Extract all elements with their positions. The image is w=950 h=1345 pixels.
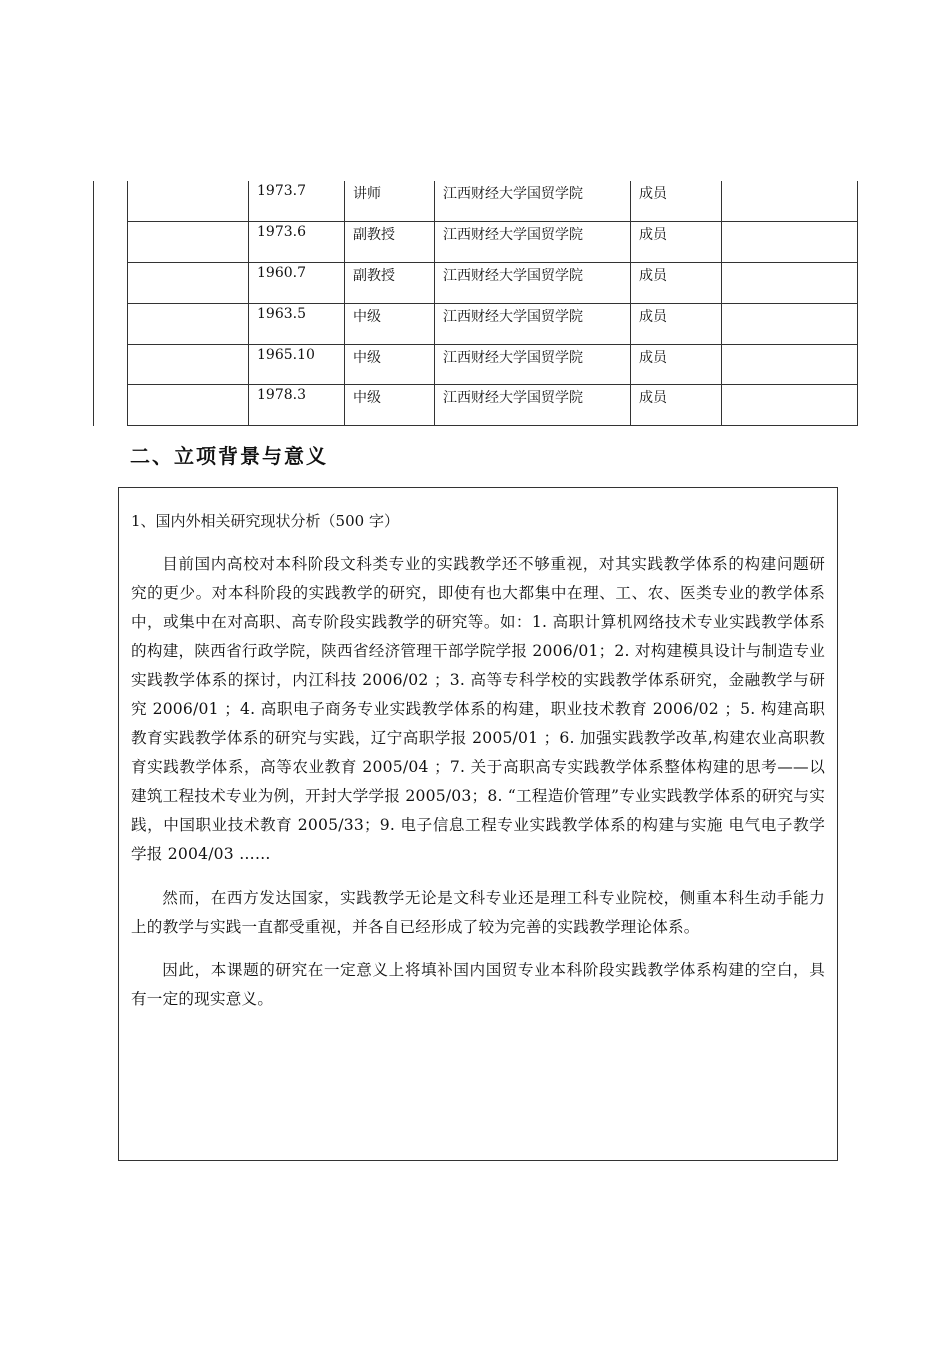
org-cell: 江西财经大学国贸学院 (435, 222, 631, 263)
title-cell: 讲师 (345, 181, 435, 222)
outer-cell (94, 303, 128, 344)
name-cell (128, 344, 249, 385)
paragraph: 然而，在西方发达国家，实践教学无论是文科专业还是理工科专业院校，侧重本科生动手能力上的教学与实践一直都受重视，并各自已经形成了较为完善的实践教学理论体系。 (131, 889, 825, 936)
title-cell: 副教授 (345, 222, 435, 263)
outer-cell (94, 344, 128, 385)
extra-cell (722, 263, 858, 304)
org-cell: 江西财经大学国贸学院 (435, 344, 631, 385)
dob-cell: 1965.10 (249, 344, 345, 385)
extra-cell (722, 181, 858, 222)
name-cell (128, 303, 249, 344)
extra-cell (722, 222, 858, 263)
table-row (94, 385, 858, 426)
role-cell: 成员 (631, 222, 722, 263)
table-row (94, 263, 858, 304)
org-cell: 江西财经大学国贸学院 (435, 385, 631, 426)
name-cell (128, 385, 249, 426)
extra-cell (722, 303, 858, 344)
role-cell: 成员 (631, 263, 722, 304)
members-table-wrap (93, 181, 858, 426)
table-row (94, 344, 858, 385)
org-cell: 江西财经大学国贸学院 (435, 181, 631, 222)
outer-cell (94, 385, 128, 426)
dob-cell: 1973.6 (249, 222, 345, 263)
outer-cell (94, 222, 128, 263)
table-row (94, 222, 858, 263)
title-cell: 中级 (345, 385, 435, 426)
extra-cell (722, 385, 858, 426)
title-cell: 中级 (345, 344, 435, 385)
table-row (94, 181, 858, 222)
content-box (118, 487, 838, 1161)
role-cell: 成员 (631, 181, 722, 222)
name-cell (128, 222, 249, 263)
paragraph: 目前国内高校对本科阶段文科类专业的实践教学还不够重视，对其实践教学体系的构建问题研究的更少。对本科阶段的实践教学的研究，即使有也大都集中在理、工、农、医类专业的教学体系中，或集中在对高职、高专阶段实践教学的研究等。如：1. 高职计算机网络技术专业实践教学体系的构建，陕西省行政学院，陕西省经济管理干部学院学报 2006/01；2. 对构建模具设计与制造专业实践教学体系的探讨，内江科技 2006/02 ；3. 高等专科学校的实践教学体系研究，金融教学与研究 2006/01 ；4. 高职电子商务专业实践教学体系的构建，职业技术教育 2006/02 ；5. 构建高职教育实践教学体系的研究与实践，辽宁高职学报 2005/01 ；6. 加强实践教学改革,构建农业高职教育实践教学体系，高等农业教育 2005/04 ；7. 关于高职高专实践教学体系整体构建的思考——以建筑工程技术专业为例，开封大学学报 2005/03；8. “工程造价管理”专业实践教学体系的研究与实践，中国职业技术教育 2005/33；9. 电子信息工程专业实践教学体系的构建与实施 电气电子教学学报 2004/03 …… (131, 555, 825, 863)
dob-cell: 1963.5 (249, 303, 345, 344)
dob-cell: 1978.3 (249, 385, 345, 426)
name-cell (128, 181, 249, 222)
title-cell: 副教授 (345, 263, 435, 304)
paragraph: 因此，本课题的研究在一定意义上将填补国内国贸专业本科阶段实践教学体系构建的空白，具有一定的现实意义。 (131, 961, 825, 1008)
org-cell: 江西财经大学国贸学院 (435, 303, 631, 344)
dob-cell: 1973.7 (249, 181, 345, 222)
outer-cell (94, 181, 128, 222)
members-table (93, 181, 858, 426)
outer-cell (94, 263, 128, 304)
org-cell: 江西财经大学国贸学院 (435, 263, 631, 304)
dob-cell: 1960.7 (249, 263, 345, 304)
name-cell (128, 263, 249, 304)
role-cell: 成员 (631, 385, 722, 426)
table-row (94, 303, 858, 344)
role-cell: 成员 (631, 344, 722, 385)
subheading: 1、国内外相关研究现状分析（500 字） (131, 512, 399, 530)
section-heading: 二、立项背景与意义 (130, 444, 328, 468)
role-cell: 成员 (631, 303, 722, 344)
title-cell: 中级 (345, 303, 435, 344)
extra-cell (722, 344, 858, 385)
